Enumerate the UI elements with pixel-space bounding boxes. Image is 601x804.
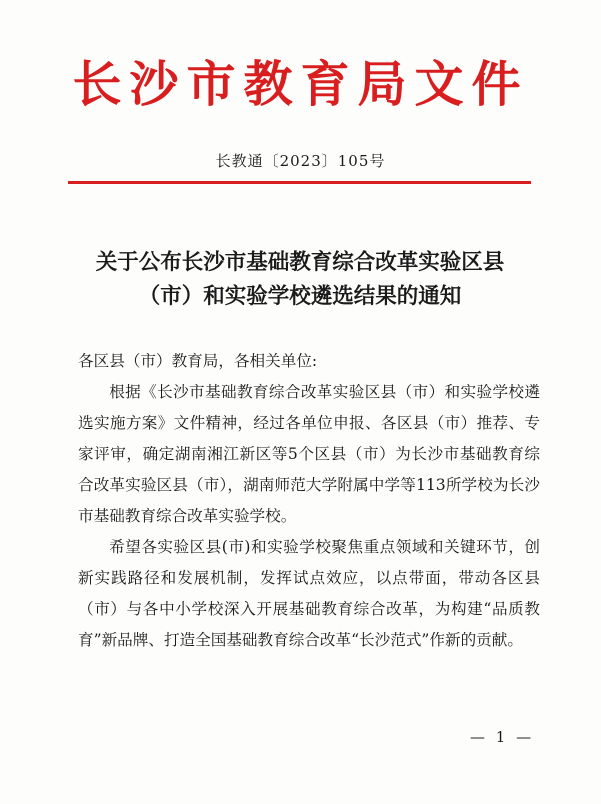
masthead-title: 长沙市教育局文件 <box>72 55 529 113</box>
document-number: 长教通〔2023〕105号 <box>215 152 386 170</box>
notice-body <box>78 346 540 656</box>
body-paragraph-1: 根据《长沙市基础教育综合改革实验区县（市）和实验学校遴选实施方案》文件精神，经过各单位申报、各区县（市）推荐、专家评审，确定湖南湘江新区等5个区县（市）为长沙市基础教育综合改革实验区县（市），湖南师范大学附属中学等113所学校为长沙市基础教育综合改革实验学校。 <box>78 383 540 525</box>
salutation: 各区县（市）教育局，各相关单位: <box>78 352 318 370</box>
notice-title <box>60 246 540 314</box>
body-paragraph-2: 希望各实验区县(市)和实验学校聚焦重点领域和关键环节，创新实践路径和发展机制，发挥试点效应，以点带面，带动各区县（市）与各中小学校深入开展基础教育综合改革，为构建“品质教育”新品牌、打造全国基础教育综合改革“长沙范式”作新的贡献。 <box>78 538 540 649</box>
notice-title-line-2: （市）和实验学校遴选结果的通知 <box>138 284 462 309</box>
red-divider-line <box>68 181 531 184</box>
page-number: — 1 — <box>470 728 535 746</box>
notice-title-line-1: 关于公布长沙市基础教育综合改革实验区县 <box>95 250 505 275</box>
